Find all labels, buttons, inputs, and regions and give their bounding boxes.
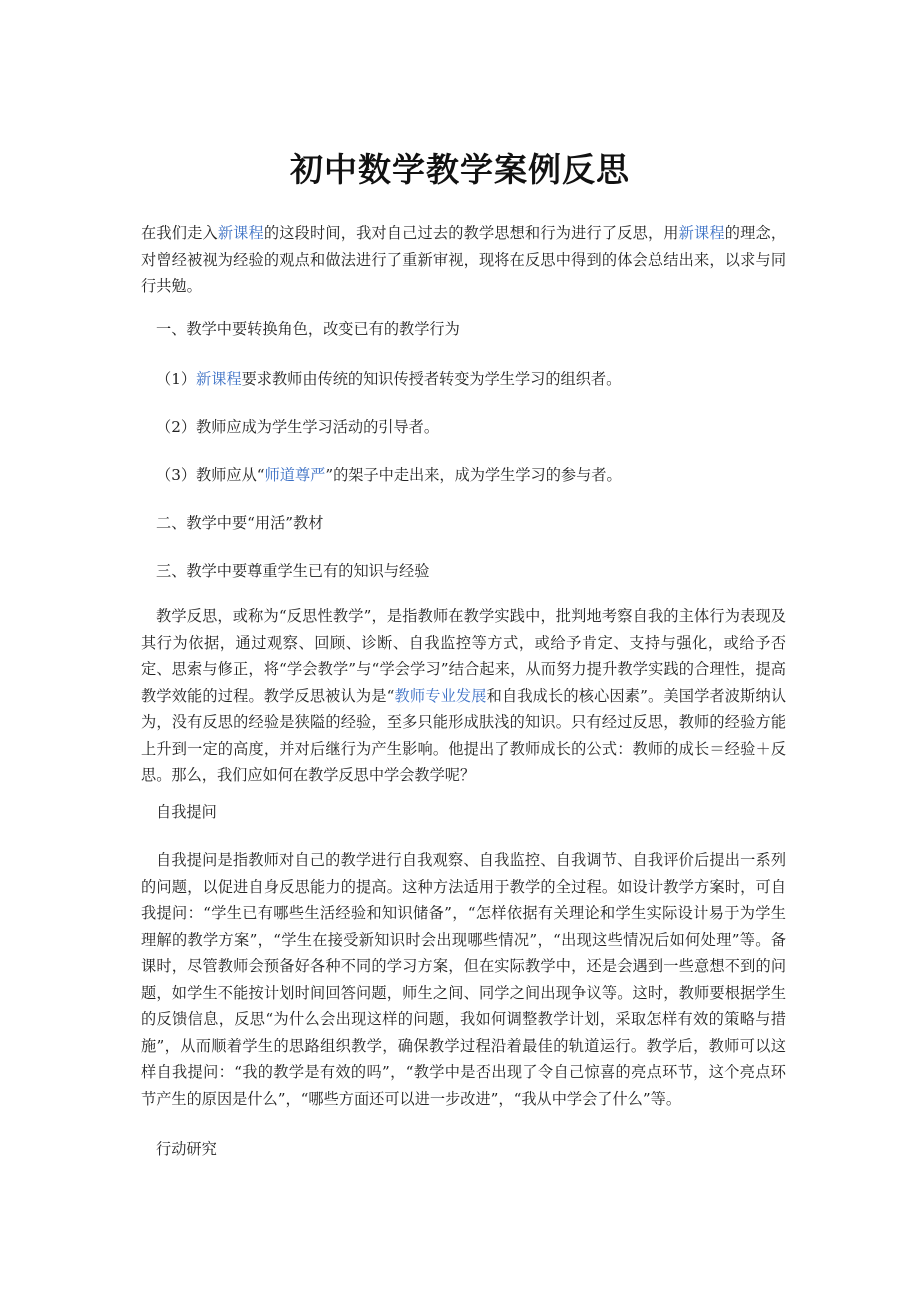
subheading-action-research: 行动研究 (156, 1140, 217, 1158)
reflection-text-2: 和自我成长的核心因素”。美国学者波斯纳认为，没有反思的经验是狭隘的经验，至多只能形成肤浅的知识。只有经过反思，教师的经验方能上升到一定的高度，并对后继行为产生影响。他提出了教师成长的公式：教师的成长＝经验＋反思。那么，我们应如何在教学反思中学会教学呢？ (141, 686, 787, 784)
self-question-paragraph: 自我提问是指教师对自己的教学进行自我观察、自我监控、自我调节、自我评价后提出一系列的问题，以促进自身反思能力的提高。这种方法适用于教学的全过程。如设计教学方案时，可自我提问：“学生已有哪些生活经验和知识储备”，“怎样依据有关理论和学生实际设计易于为学生理解的教学方案”，“学生在接受新知识时会出现哪些情况”，“出现这些情况后如何处理”等。备课时，尽管教师会预备好各种不同的学习方案，但在实际教学中，还是会遇到一些意想不到的问题，如学生不能按计划时间回答问题，师生之间、同学之间出现争议等。这时，教师要根据学生的反馈信息，反思“为什么会出现这样的问题，我如何调整教学计划，采取怎样有效的策略与措施”，从而顺着学生的思路组织教学，确保教学过程沿着最佳的轨道运行。教学后，教师可以这样自我提问：“我的教学是有效的吗”，“教学中是否出现了令自己惊喜的亮点环节，这个亮点环节产生的原因是什么”，“哪些方面还可以进一步改进”，“我从中学会了什么”等。 (141, 851, 786, 1108)
link-new-curriculum-1[interactable]: 新课程 (217, 224, 264, 242)
section-heading-3: 三、教学中要尊重学生已有的知识与经验 (156, 562, 430, 580)
intro-text-1: 在我们走入 (141, 224, 218, 242)
link-teacher-professional-development[interactable]: 教师专业发展 (394, 686, 487, 705)
list-item-3-text: ”的架子中走出来，成为学生学习的参与者。 (325, 466, 622, 484)
list-item-3 (141, 462, 786, 489)
reflection-paragraph (141, 603, 786, 789)
link-new-curriculum-3[interactable]: 新课程 (196, 370, 242, 388)
link-new-curriculum-2[interactable]: 新课程 (678, 224, 725, 242)
list-item-3-prefix: （3）教师应从“ (156, 466, 265, 484)
list-item-1-text: 要求教师由传统的知识传授者转变为学生学习的组织者。 (241, 370, 622, 388)
list-item-2: （2）教师应成为学生学习活动的引导者。 (156, 418, 440, 436)
subheading-self-question: 自我提问 (156, 803, 217, 821)
intro-text-2: 的这段时间，我对自己过去的教学思想和行为进行了反思，用 (263, 224, 679, 242)
intro-paragraph (141, 220, 786, 300)
link-teacher-dignity[interactable]: 师道尊严 (264, 466, 326, 484)
list-item-1 (141, 366, 786, 393)
list-item-1-prefix: （1） (156, 370, 197, 388)
intro-text-3: 的理念，对曾经被视为经验的观点和做法进行了重新审视，现将在反思中得到的体会总结出来，以求与同行共勉。 (141, 224, 787, 295)
reflection-text-1: 教学反思，或称为“反思性教学”，是指教师在教学实践中，批判地考察自我的主体行为表现及其行为依据，通过观察、回顾、诊断、自我监控等方式，或给予肯定、支持与强化，或给予否定、思索与修正，将“学会教学”与“学会学习”结合起来，从而努力提升教学实践的合理性，提高教学效能的过程。教学反思被认为是“ (141, 607, 786, 705)
section-heading-1: 一、教学中要转换角色，改变已有的教学行为 (156, 320, 460, 338)
page-title: 初中数学教学案例反思 (290, 150, 630, 189)
section-heading-2: 二、教学中要“用活”教材 (156, 514, 324, 532)
